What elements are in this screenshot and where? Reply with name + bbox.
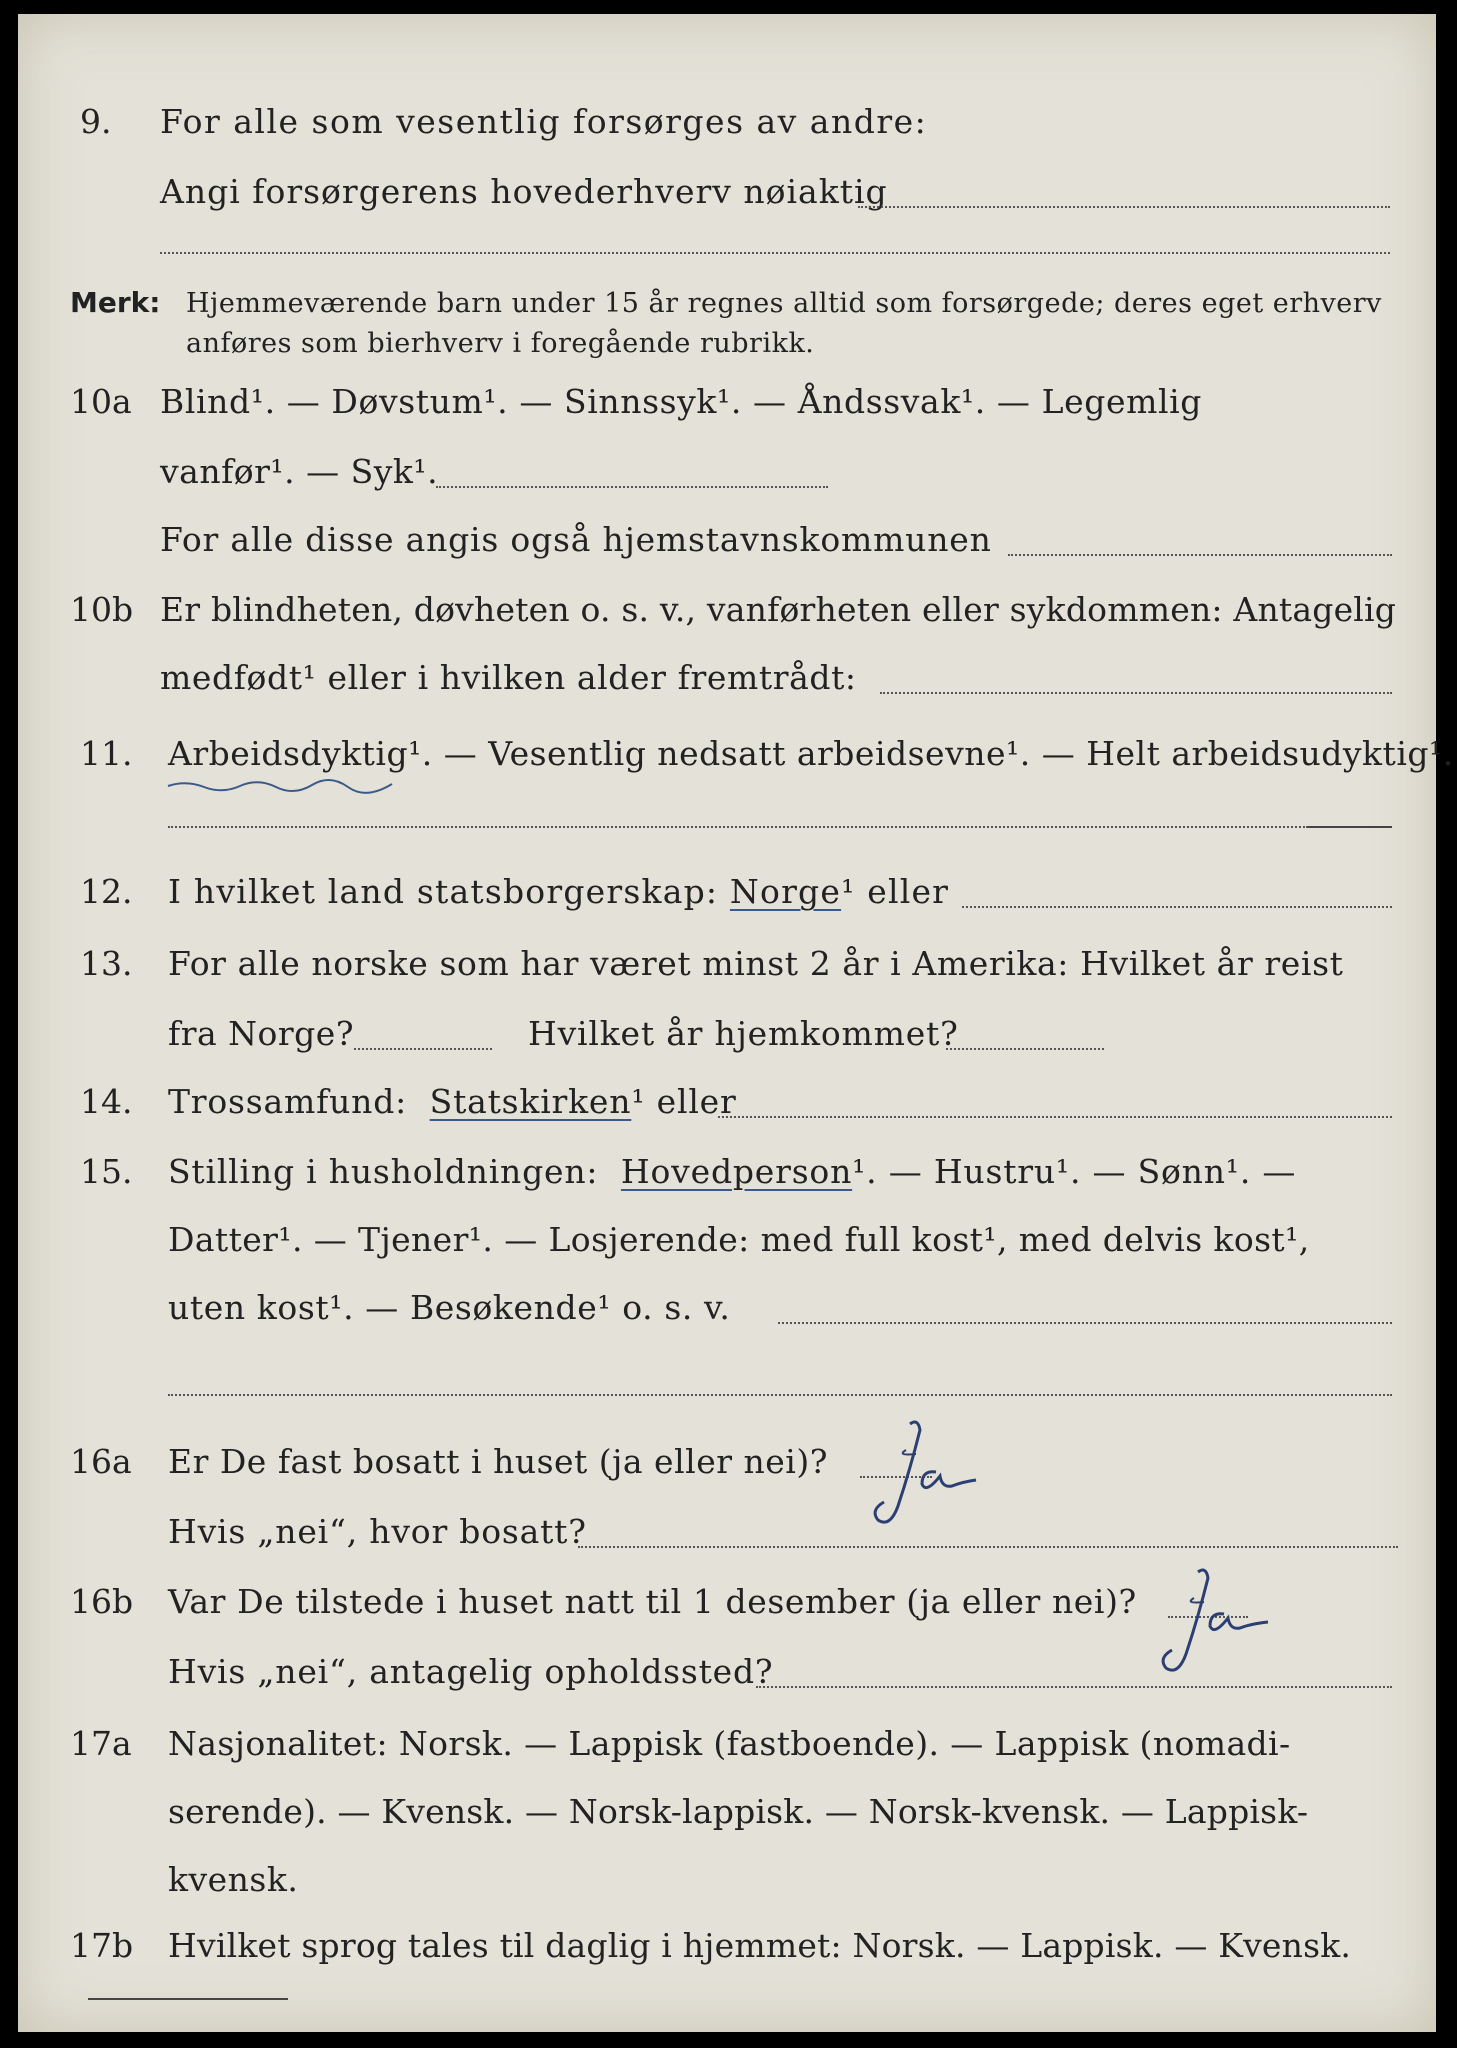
question-12 [18,864,1436,924]
answer-line[interactable] [168,1394,1392,1396]
question-number: 11. [80,734,133,773]
question-label: Trossamfund: [168,1082,408,1121]
question-text: medfødt¹ eller i hvilken alder fremtrådt: [160,658,857,697]
answer-line[interactable] [436,486,828,488]
question-text: For alle norske som har været minst 2 år i Amerika: Hvilket år reist [168,944,1344,983]
question-text: Er De fast bosatt i huset (ja eller nei)? [168,1442,828,1481]
handwritten-underline-icon [166,778,396,794]
answer-line[interactable] [1008,554,1392,556]
question-9 [18,94,1436,154]
question-15-line-2 [18,1212,1436,1272]
question-16b-line-2 [18,1644,1436,1704]
option-text: ¹ eller [631,1082,737,1121]
option-text: ¹. — Vesentlig nedsatt arbeidsevne¹. — Helt arbeidsudyktig¹. [408,734,1454,773]
question-label: Stilling i husholdningen: [168,1152,599,1191]
answer-line-hjemkommet[interactable] [946,1048,1104,1050]
question-16a-line-2 [18,1504,1436,1564]
question-number: 17b [70,1926,134,1965]
answer-line[interactable] [880,692,1392,694]
question-number: 17a [70,1724,132,1763]
question-10a [18,374,1436,434]
question-13 [18,936,1436,996]
question-17a [18,1716,1436,1776]
question-10b [18,582,1436,642]
answer-line[interactable] [962,906,1392,908]
question-17b [18,1918,1436,1978]
question-text: Datter¹. — Tjener¹. — Losjerende: med full kost¹, med delvis kost¹, [168,1220,1310,1259]
question-text: uten kost¹. — Besøkende¹ o. s. v. [168,1288,731,1327]
question-11 [18,726,1454,786]
answer-line[interactable] [858,206,1390,208]
question-16b [18,1574,1436,1634]
question-text: fra Norge? [168,1014,355,1053]
selected-option-arbeidsdyktig: Arbeidsdyktig [168,734,409,773]
question-text: vanfør¹. — Syk¹. [160,452,439,491]
question-14 [18,1074,1436,1134]
answer-line[interactable] [168,826,1308,828]
answer-line[interactable] [778,1322,1392,1324]
question-text: Var De tilstede i huset natt til 1 desember (ja eller nei)? [168,1582,1137,1621]
question-text: kvensk. [168,1860,299,1899]
note-text: anføres som bierhverv i foregående rubrikk. [186,328,815,359]
question-text [168,1152,1296,1191]
question-text: Nasjonalitet: Norsk. — Lappisk (fastboende). — Lappisk (nomadi- [168,1724,1291,1763]
question-text: Hvis „nei“, antagelig opholdssted? [168,1652,774,1691]
question-text: For alle disse angis også hjemstavnskommunen [160,520,992,559]
footnote-divider [88,1998,288,2000]
selected-option-statskirken: Statskirken [429,1082,632,1121]
question-10b-line-2 [18,650,1436,710]
note-text: Hjemmeværende barn under 15 år regnes alltid som forsørgede; deres eget erhverv [186,288,1382,319]
answer-line[interactable] [578,1546,1398,1548]
question-text: For alle som vesentlig forsørges av andre: [160,102,928,141]
note-merk-line-2 [18,316,1436,376]
answer-line[interactable] [756,1686,1392,1688]
question-number: 15. [80,1152,133,1191]
question-number: 9. [80,102,112,141]
question-text [168,1082,737,1121]
question-15-line-3 [18,1280,1436,1340]
question-17a-line-3 [18,1852,1436,1912]
census-form-page [18,14,1454,2032]
question-15 [18,1144,1436,1204]
question-text: Er blindheten, døvheten o. s. v., vanførheten eller sykdommen: Antagelig [160,590,1397,629]
selected-option-hovedperson: Hovedperson [620,1152,853,1191]
question-text: Angi forsørgerens hovederhverv nøiaktig [160,172,888,211]
question-10a-line-2 [18,444,1436,504]
question-text: Hvis „nei“, hvor bosatt? [168,1512,587,1551]
answer-line[interactable] [160,252,1390,254]
selected-option-norge: Norge [729,872,842,911]
question-text [168,872,949,911]
question-17a-line-2 [18,1784,1436,1844]
question-10a-line-3 [18,512,1436,572]
question-label: I hvilket land statsborgerskap: [168,872,719,911]
option-text: ¹. — Hustru¹. — Sønn¹. — [852,1152,1297,1191]
question-text [168,734,1454,773]
question-13-line-2 [18,1006,1436,1066]
question-9-line-2 [18,164,1436,224]
answer-line[interactable] [1308,826,1392,828]
question-number: 14. [80,1082,133,1121]
question-number: 16b [70,1582,134,1621]
answer-line-reist[interactable] [354,1048,492,1050]
question-number: 10a [70,382,132,421]
question-number: 16a [70,1442,132,1481]
answer-line[interactable] [718,1116,1392,1118]
question-number: 10b [70,590,134,629]
question-text: Blind¹. — Døvstum¹. — Sinnssyk¹. — Åndssvak¹. — Legemlig [160,382,1203,421]
question-number: 12. [80,872,133,911]
question-16a [18,1434,1436,1494]
option-text: ¹ eller [841,872,950,911]
question-text: serende). — Kvensk. — Norsk-lappisk. — Norsk-kvensk. — Lappisk- [168,1792,1309,1831]
question-text: Hvilket sprog tales til daglig i hjemmet: Norsk. — Lappisk. — Kvensk. [168,1926,1352,1965]
note-label: Merk: [70,286,161,319]
question-number: 13. [80,944,133,983]
question-text: Hvilket år hjemkommet? [528,1014,959,1053]
